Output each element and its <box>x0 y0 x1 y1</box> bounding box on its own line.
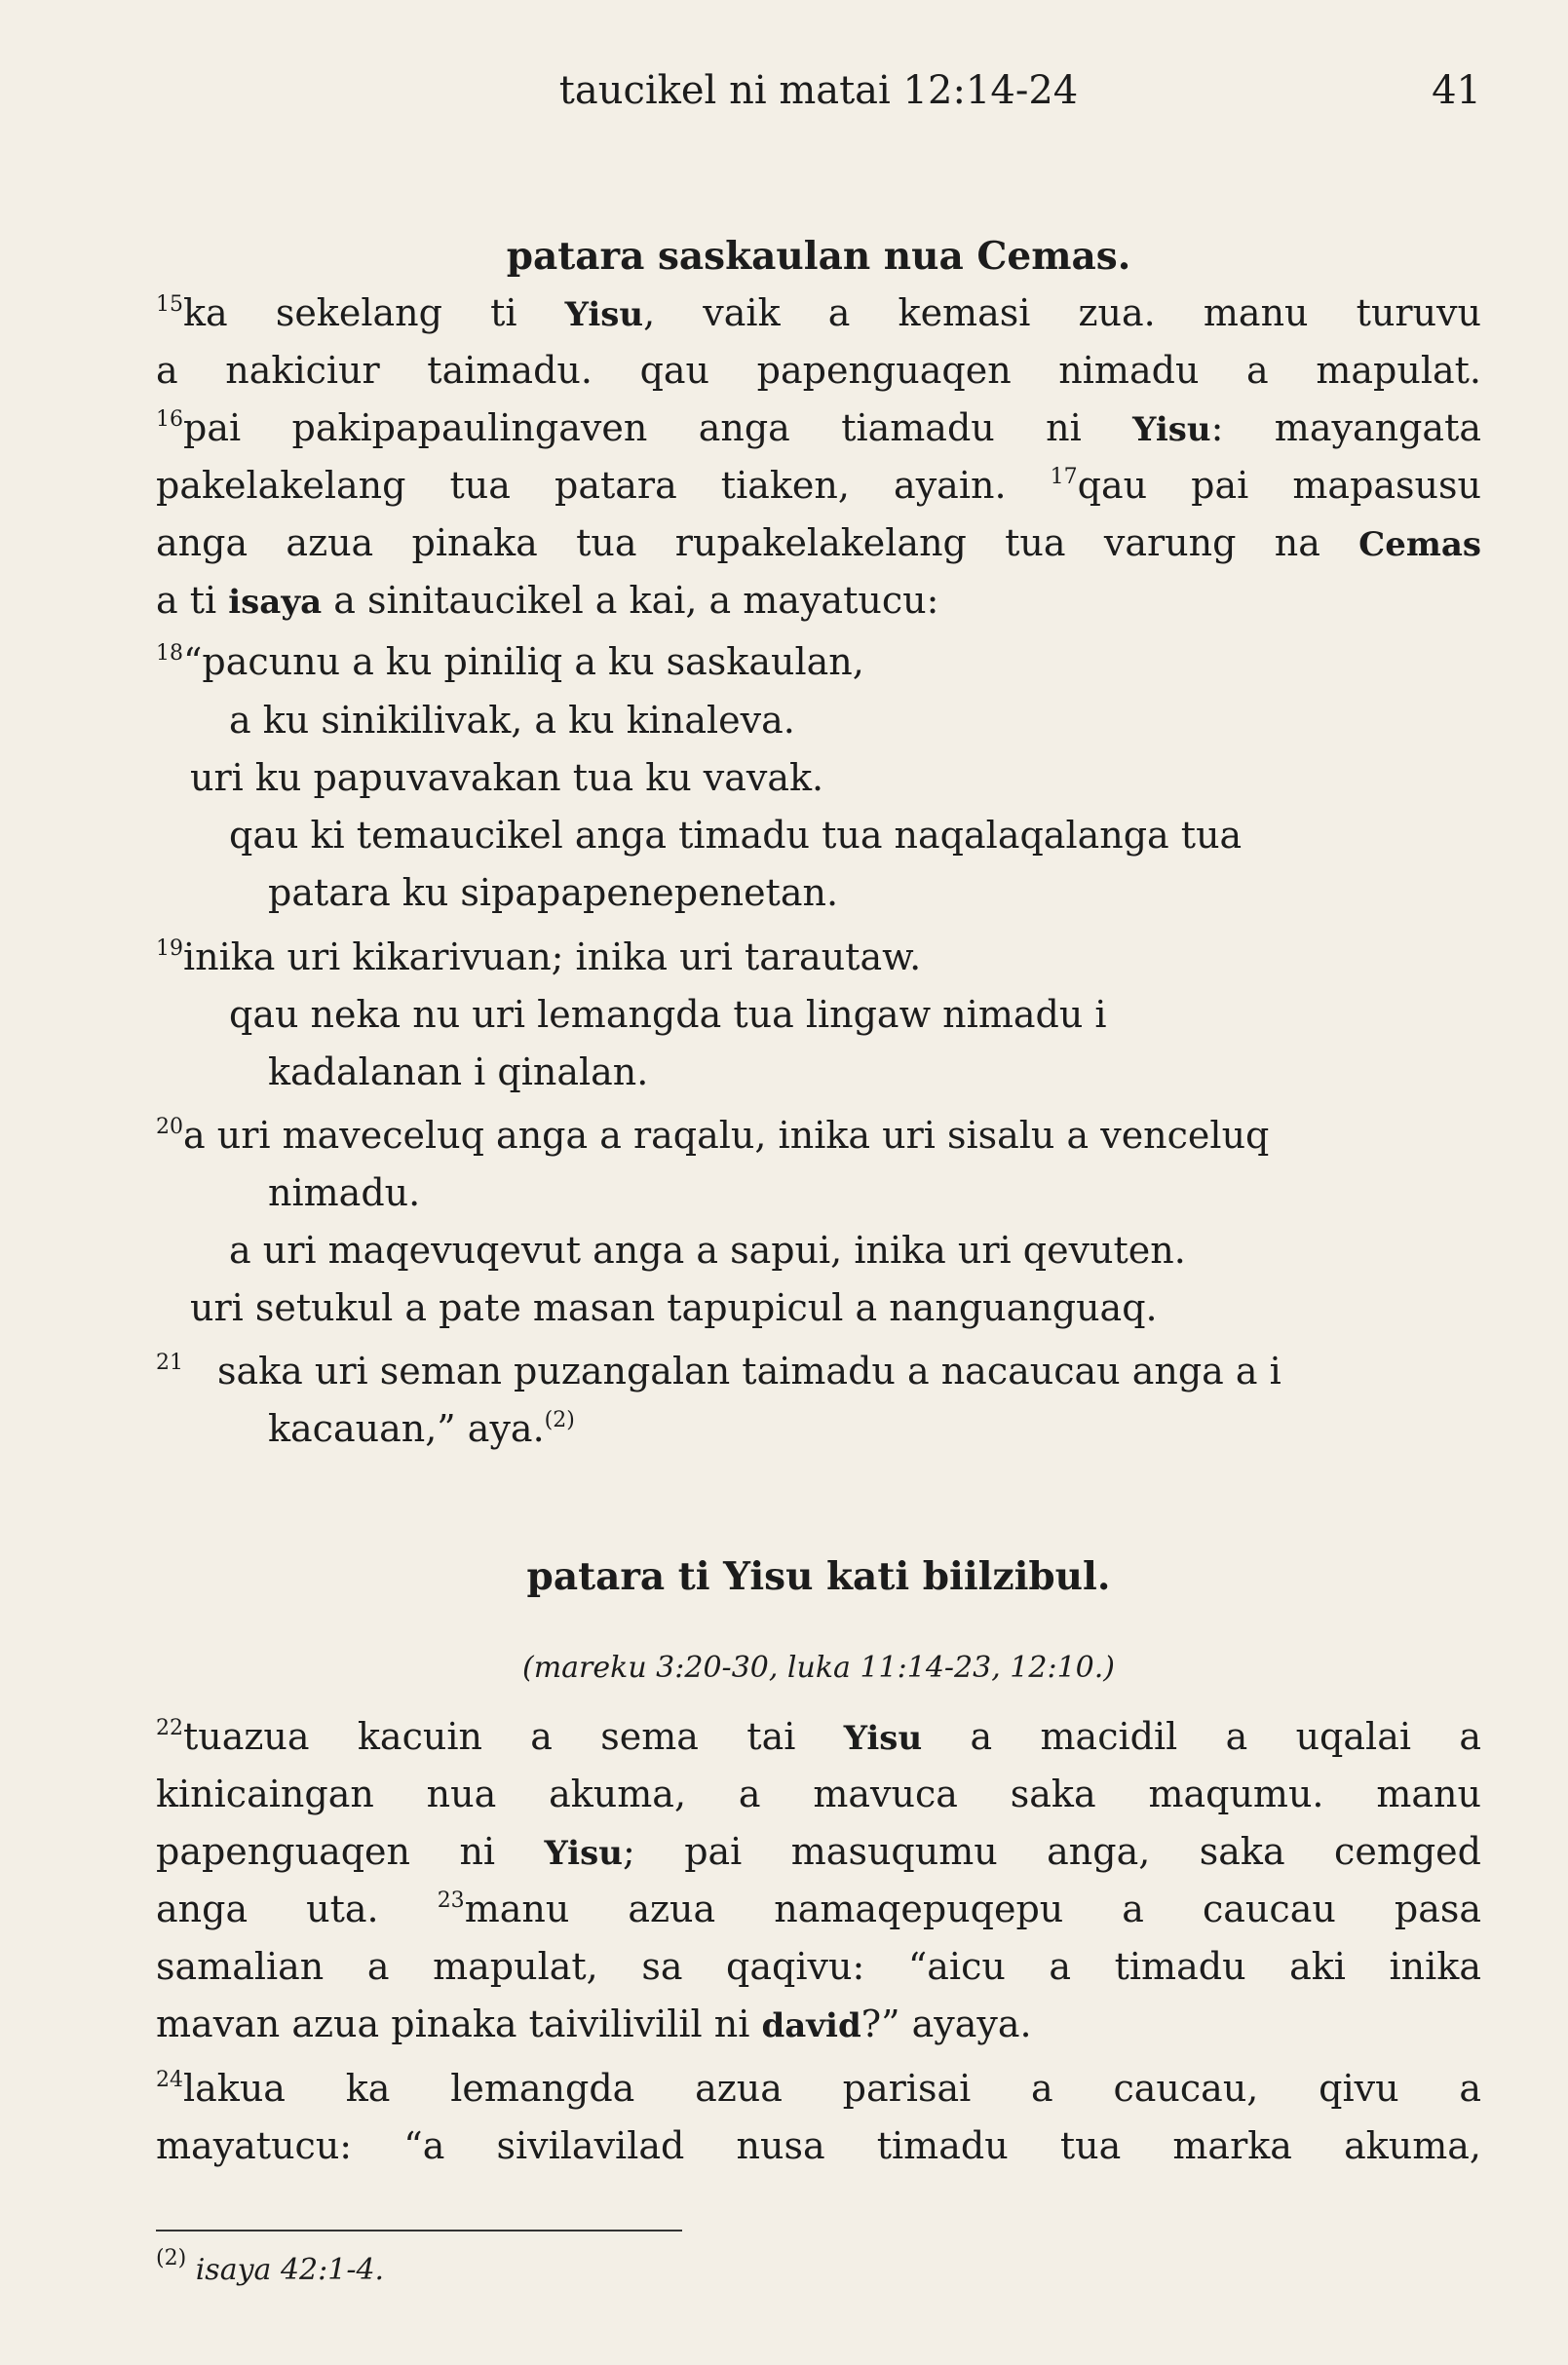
poem-line: a ku sinikilivak, a ku kinaleva. <box>229 699 795 742</box>
text-line: pakelakelang tua patara tiaken, ayain. $^{17}$qau pai mapasusu <box>156 464 1482 507</box>
poem-line: uri ku papuvavakan tua ku vavak. <box>190 756 824 799</box>
text-line: anga uta. $^{23}$manu azua namaqepuqepu a caucau pasa <box>156 1888 1482 1930</box>
poem-line: nimadu. <box>268 1171 421 1214</box>
text-line: kinicaingan nua akuma, a mavuca saka maqumu. manu <box>156 1773 1481 1815</box>
poem-line: qau neka nu uri lemangda tua lingaw nimadu i <box>229 993 1107 1036</box>
section-heading-1: patara saskaulan nua Cemas. <box>506 234 1131 279</box>
verse-number: 16 <box>156 407 183 432</box>
verse-number: 17 <box>1050 465 1078 489</box>
poem-line: qau ki temaucikel anga timadu tua naqalaqalanga tua <box>229 814 1243 857</box>
poem-line: kadalanan i qinalan. <box>268 1050 649 1093</box>
text-line: $^{24}$lakua ka lemangda azua parisai a caucau, qivu a <box>156 2067 1481 2110</box>
text-line: a ti isaya a sinitaucikel a kai, a mayatucu: <box>156 579 939 622</box>
text-line: papenguaqen ni Yisu; pai masuqumu anga, saka cemged <box>156 1830 1481 1873</box>
running-header <box>156 68 1481 127</box>
footnote-rule <box>156 2230 682 2231</box>
text-line: anga azua pinaka tua rupakelakelang tua varung na Cemas <box>156 521 1481 564</box>
poem-line: a uri maqevuqevut anga a sapui, inika uri qevuten. <box>229 1229 1186 1272</box>
running-title: taucikel ni matai 12:14-24 <box>558 68 1079 113</box>
text-line: $^{22}$tuazua kacuin a sema tai Yisu a macidil a uqalai a <box>156 1715 1481 1758</box>
footnote-mark: (2) <box>156 2246 187 2270</box>
verse-number: 19 <box>156 936 183 961</box>
text-line: samalian a mapulat, sa qaqivu: “aicu a timadu aki inika <box>156 1945 1481 1988</box>
poem-line: $^{20}$a uri maveceluq anga a raqalu, inika uri sisalu a venceluq <box>156 1114 1270 1157</box>
text-line: mavan azua pinaka taivilivilil ni david?” ayaya. <box>156 2003 1032 2045</box>
cross-reference: (mareku 3:20-30, luka 11:14-23, 12:10.) <box>522 1651 1115 1685</box>
poem-line: patara ku sipapapenepenetan. <box>268 871 839 914</box>
poem-line: uri setukul a pate masan tapupicul a nanguanguaq. <box>190 1286 1158 1329</box>
section-heading-2: patara ti Yisu kati biilzibul. <box>526 1554 1111 1599</box>
poem-line: kacauan,” aya.$^{(2)}$ <box>268 1407 575 1450</box>
verse-number: 23 <box>437 1888 465 1913</box>
verse-number: 22 <box>156 1716 183 1740</box>
verse-number: 21 <box>156 1351 183 1375</box>
footnote: $^{(2)}$ isaya 42:1-4. <box>156 2246 385 2287</box>
poem-line: $^{19}$inika uri kikarivuan; inika uri tarautaw. <box>156 935 922 978</box>
footnote-marker: (2) <box>544 1408 575 1432</box>
poem-line: $^{21}$ saka uri seman puzangalan taimadu a nacaucau anga a i <box>156 1350 1281 1392</box>
verse-number: 15 <box>156 292 183 317</box>
verse-number: 18 <box>156 641 183 666</box>
text-line: $^{16}$pai pakipapaulingaven anga tiamadu ni Yisu: mayangata <box>156 406 1481 449</box>
text-line: $^{15}$ka sekelang ti Yisu, vaik a kemasi zua. manu turuvu <box>156 291 1481 334</box>
verse-number: 24 <box>156 2068 183 2092</box>
text-line: mayatucu: “a sivilavilad nusa timadu tua marka akuma, <box>156 2124 1481 2167</box>
text-line: a nakiciur taimadu. qau papenguaqen nimadu a mapulat. <box>156 349 1481 392</box>
verse-number: 20 <box>156 1115 183 1139</box>
page-number: 41 <box>1432 68 1481 113</box>
poem-line: $^{18}$“pacunu a ku piniliq a ku saskaulan, <box>156 640 864 683</box>
